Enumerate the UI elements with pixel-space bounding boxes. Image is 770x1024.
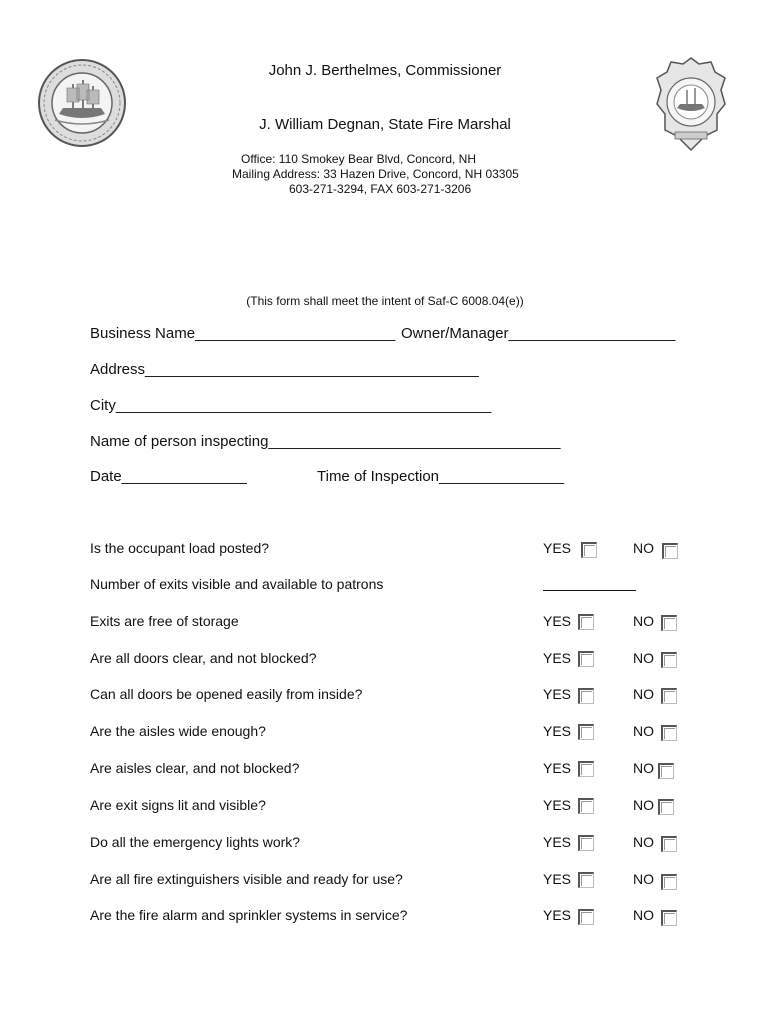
question-label: Exits are free of storage: [90, 613, 239, 629]
yes-label: YES: [543, 613, 572, 629]
yes-label: YES: [543, 871, 572, 887]
question-label: Can all doors be opened easily from inside?: [90, 686, 363, 702]
business-name-field[interactable]: Business Name________________________: [90, 325, 396, 342]
city-field[interactable]: City_____________________________________________: [90, 397, 492, 414]
commissioner-line: John J. Berthelmes, Commissioner: [268, 62, 502, 79]
exit-count-blank[interactable]: [543, 590, 636, 591]
yes-label: YES: [543, 723, 572, 739]
no-label: NO: [633, 650, 654, 666]
yes-checkbox[interactable]: [578, 651, 594, 667]
question-label: Are aisles clear, and not blocked?: [90, 760, 300, 776]
yes-checkbox[interactable]: [578, 761, 594, 777]
office-address: Office: 110 Smokey Bear Blvd, Concord, NH: [241, 152, 476, 166]
question-label: Are all fire extinguishers visible and ready for use?: [90, 871, 403, 887]
question-label: Are the fire alarm and sprinkler systems in service?: [90, 907, 408, 923]
no-checkbox[interactable]: [661, 725, 677, 741]
no-checkbox[interactable]: [661, 910, 677, 926]
address-field[interactable]: Address________________________________________: [90, 361, 479, 378]
yes-checkbox[interactable]: [578, 835, 594, 851]
question-label: Are exit signs lit and visible?: [90, 797, 266, 813]
no-checkbox[interactable]: [661, 688, 677, 704]
no-label: NO: [633, 613, 654, 629]
question-label: Are the aisles wide enough?: [90, 723, 266, 739]
yes-checkbox[interactable]: [581, 542, 597, 558]
no-label: NO: [633, 834, 654, 850]
yes-label: YES: [543, 760, 572, 776]
yes-label: YES: [543, 650, 572, 666]
date-field[interactable]: Date_______________: [90, 468, 247, 485]
fire-marshal-line: J. William Degnan, State Fire Marshal: [259, 116, 511, 133]
yes-checkbox[interactable]: [578, 688, 594, 704]
yes-checkbox[interactable]: [578, 872, 594, 888]
form-intent-note: (This form shall meet the intent of Saf-C 6008.04(e)): [246, 294, 524, 308]
yes-checkbox[interactable]: [578, 909, 594, 925]
no-checkbox[interactable]: [662, 543, 678, 559]
no-checkbox[interactable]: [661, 615, 677, 631]
mailing-address: Mailing Address: 33 Hazen Drive, Concord, NH 03305: [232, 167, 519, 181]
no-checkbox[interactable]: [661, 836, 677, 852]
yes-checkbox[interactable]: [578, 798, 594, 814]
yes-checkbox[interactable]: [578, 614, 594, 630]
owner-manager-field[interactable]: Owner/Manager____________________: [401, 325, 676, 342]
phone-fax: 603-271-3294, FAX 603-271-3206: [289, 182, 472, 196]
question-label: Number of exits visible and available to patrons: [90, 576, 384, 592]
no-checkbox[interactable]: [658, 799, 674, 815]
no-checkbox[interactable]: [658, 763, 674, 779]
time-of-inspection-field[interactable]: Time of Inspection_______________: [317, 468, 565, 485]
no-label: NO: [633, 540, 654, 556]
yes-label: YES: [543, 834, 572, 850]
no-checkbox[interactable]: [661, 652, 677, 668]
inspector-name-field[interactable]: Name of person inspecting___________________________________: [90, 433, 561, 450]
question-label: Are all doors clear, and not blocked?: [90, 650, 317, 666]
yes-label: YES: [543, 797, 572, 813]
yes-label: YES: [543, 540, 572, 556]
no-label: NO: [633, 871, 654, 887]
no-checkbox[interactable]: [661, 874, 677, 890]
no-label: NO: [633, 907, 654, 923]
yes-label: YES: [543, 686, 572, 702]
question-label: Do all the emergency lights work?: [90, 834, 301, 850]
question-label: Is the occupant load posted?: [90, 540, 270, 556]
no-label: NO: [633, 686, 654, 702]
no-label: NO: [633, 723, 654, 739]
no-label: NO: [633, 797, 654, 813]
no-label: NO: [633, 760, 654, 776]
yes-label: YES: [543, 907, 572, 923]
yes-checkbox[interactable]: [578, 724, 594, 740]
